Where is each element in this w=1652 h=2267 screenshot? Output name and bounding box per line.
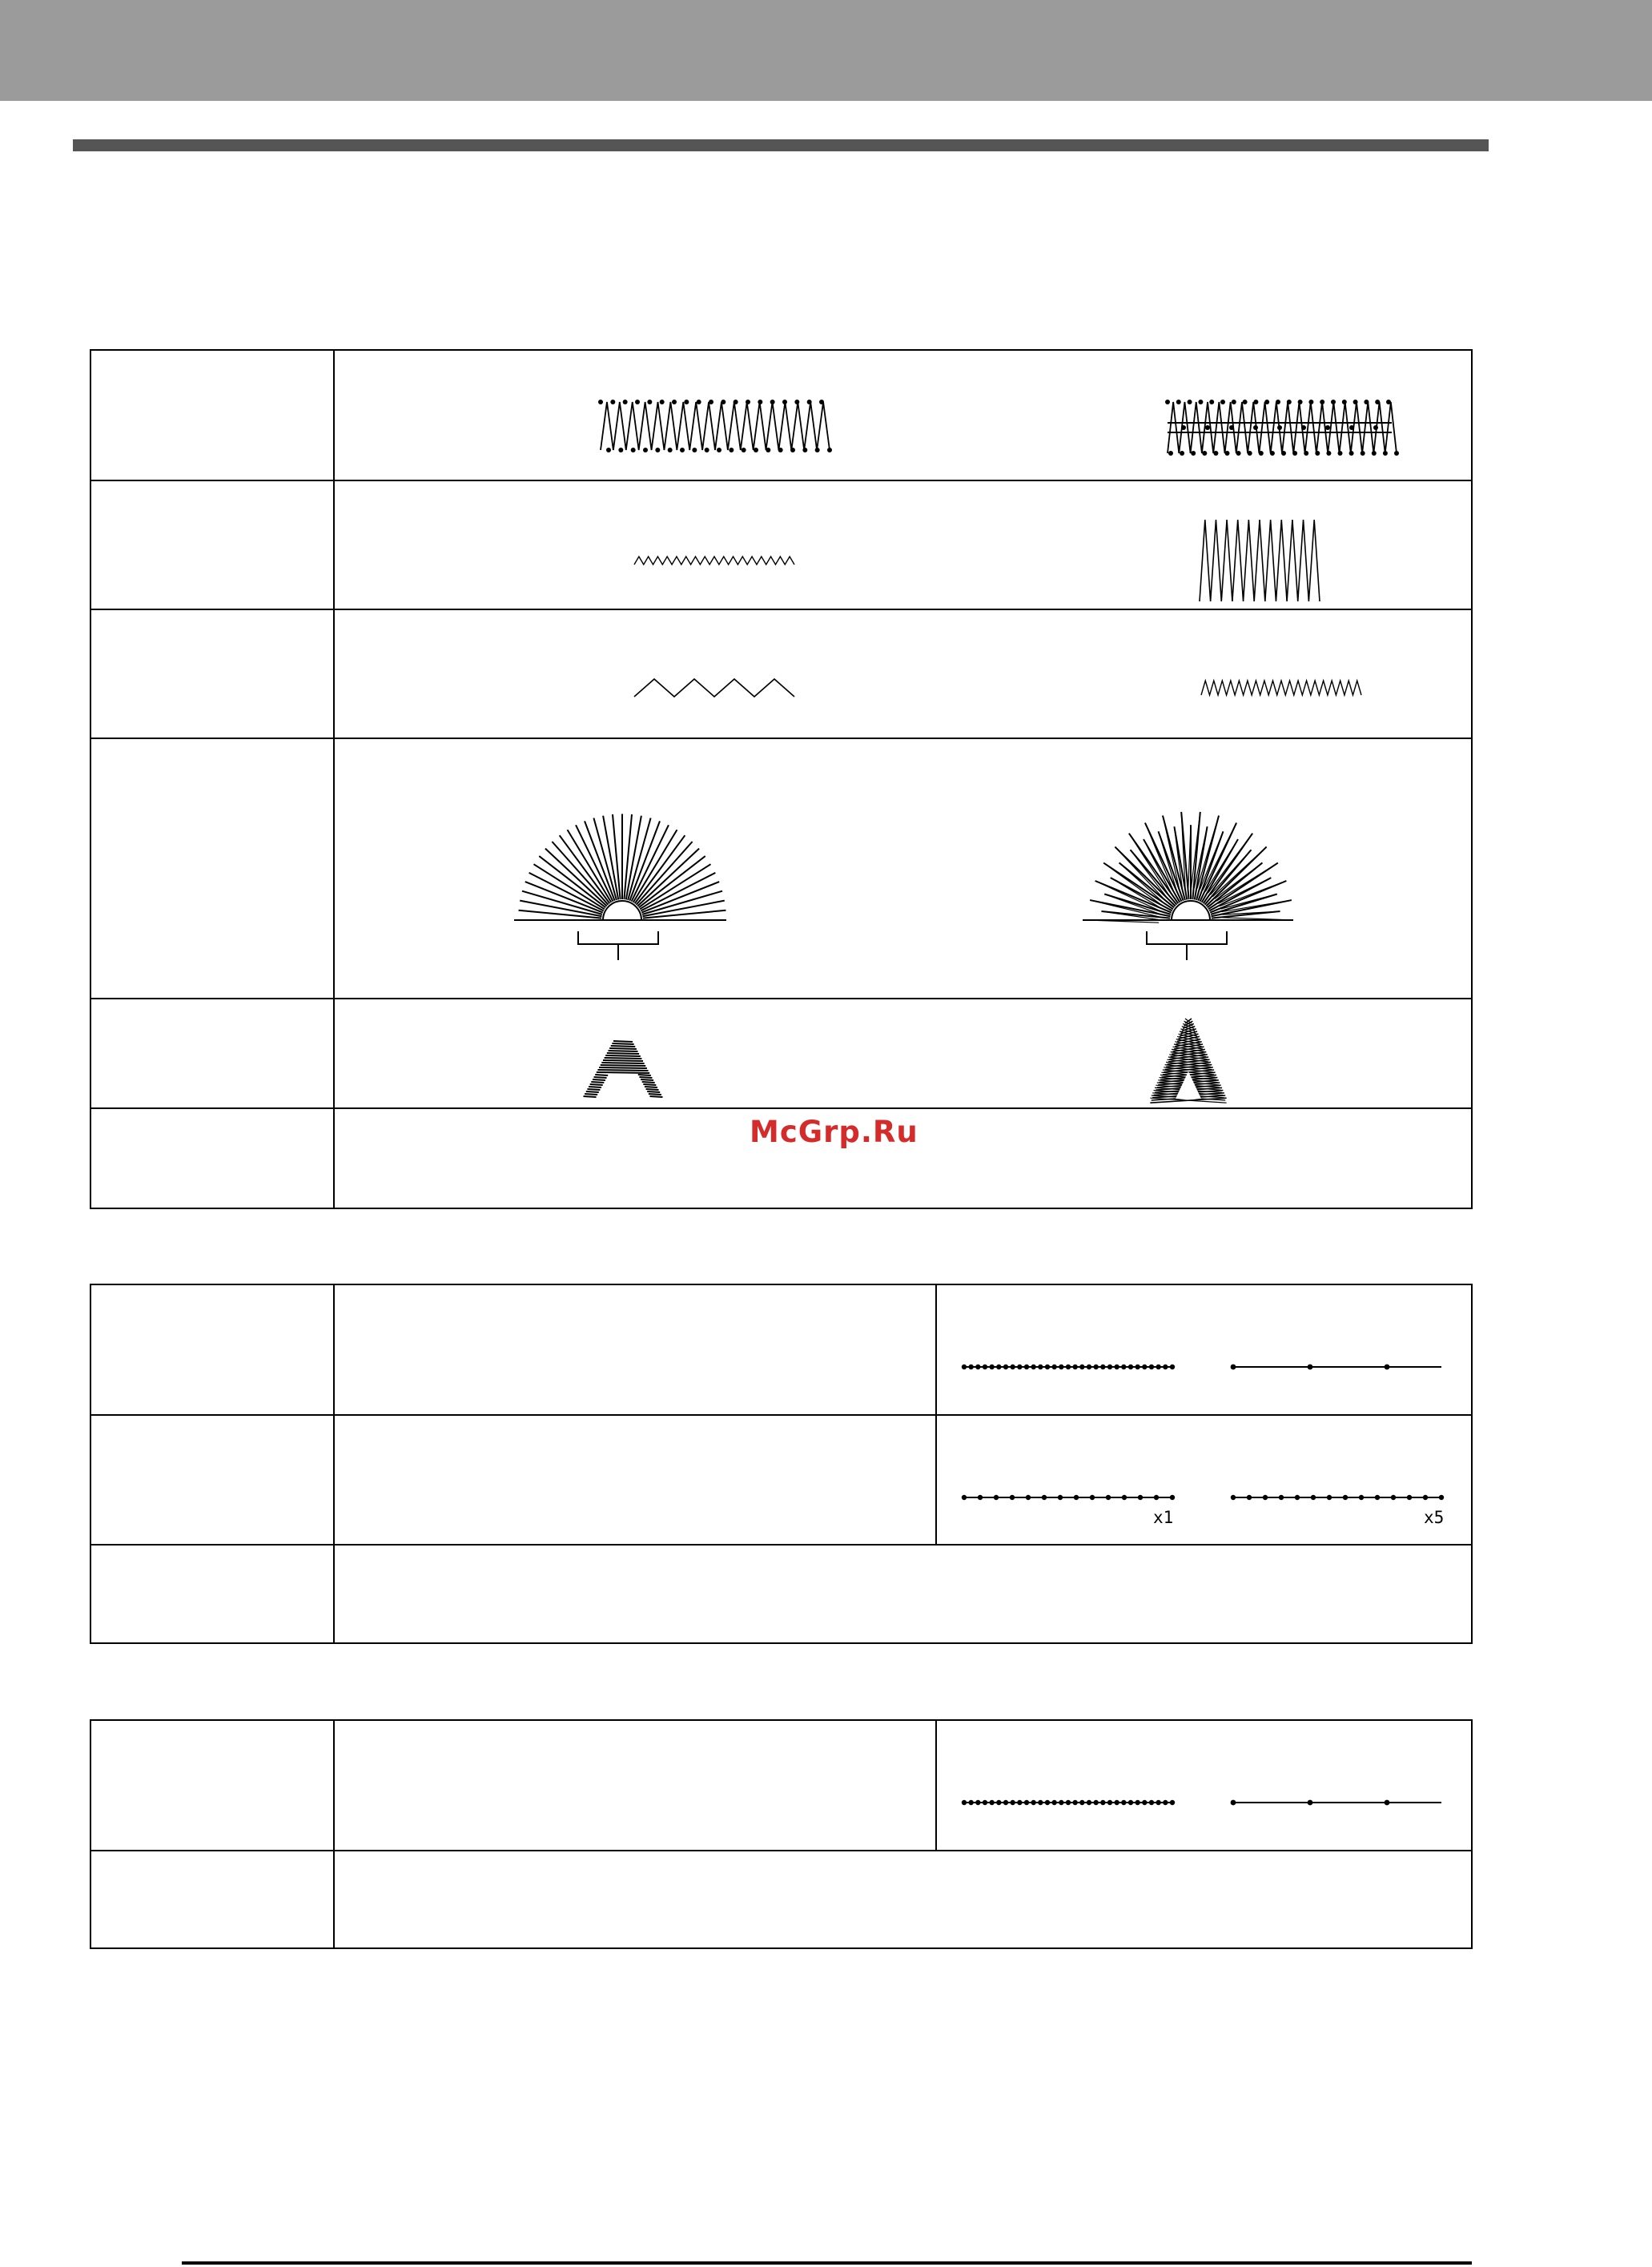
table2-row-1-label (91, 1285, 335, 1414)
needle-point (1231, 1495, 1236, 1500)
needle-point (1135, 1365, 1140, 1369)
table2-row-3-content (335, 1545, 1471, 1642)
radial-stitch-fan-figure (514, 771, 730, 963)
needle-point (1149, 1365, 1154, 1369)
needle-point (962, 1495, 967, 1500)
stitch-point (1243, 400, 1248, 404)
satin-stitch (643, 1084, 656, 1085)
needle-point (1156, 1800, 1160, 1805)
needle-point (1154, 1495, 1159, 1500)
satin-stitch (647, 1091, 660, 1092)
satin-stitch (607, 1053, 639, 1054)
needle-point (1003, 1800, 1008, 1805)
stitch-point (1353, 400, 1358, 404)
table2-row-2-divider (935, 1416, 937, 1544)
stitch-point (794, 400, 799, 404)
stitch-point (1386, 400, 1391, 404)
needle-point (1407, 1495, 1412, 1500)
table3-row-2-content (335, 1851, 1471, 1947)
stitch-point (742, 448, 746, 452)
satin-stitch (642, 1082, 655, 1083)
needle-point (1156, 1365, 1160, 1369)
needle-point (1122, 1495, 1127, 1500)
stitch-point (1198, 400, 1203, 404)
needle-point (1031, 1800, 1035, 1805)
stitch-point (778, 448, 783, 452)
table3-row-1-content (335, 1721, 1471, 1850)
stitch-point (1176, 400, 1181, 404)
stitch-point (729, 448, 734, 452)
stitch-point (668, 448, 673, 452)
needle-point (1066, 1365, 1071, 1369)
needle-point (1308, 1365, 1313, 1370)
needle-point (1010, 1495, 1015, 1500)
table1-row-2 (91, 481, 1471, 610)
stitch-point (782, 400, 787, 404)
satin-stitch (612, 1043, 633, 1044)
stitch-point (1308, 400, 1313, 404)
table1-row-1-content (335, 351, 1471, 480)
needle-point (1010, 1365, 1015, 1369)
stitch-point (1372, 451, 1377, 456)
stitch-point (717, 448, 721, 452)
needle-point (1128, 1365, 1133, 1369)
table1-row-4 (91, 739, 1471, 999)
needle-point (1058, 1495, 1063, 1500)
stitch-point (746, 400, 750, 404)
needle-point (1142, 1365, 1147, 1369)
stitch-point (1326, 451, 1331, 456)
stitch-point (1304, 451, 1308, 456)
needle-point (1308, 1800, 1313, 1806)
needle-point (1375, 1495, 1380, 1500)
stitch-point (1205, 425, 1210, 430)
table1-row-6-label (91, 1109, 335, 1208)
needle-point (1385, 1365, 1390, 1370)
needle-point (1121, 1800, 1126, 1805)
needle-point (1038, 1800, 1043, 1805)
table3-row-2-label (91, 1851, 335, 1947)
stitch-point (1338, 451, 1343, 456)
satin-stitch (649, 1096, 662, 1097)
needle-point (983, 1800, 987, 1805)
needle-point (1311, 1495, 1316, 1500)
stitch-point (618, 448, 623, 452)
stitch-point (802, 448, 807, 452)
stitch-point (758, 400, 762, 404)
needle-point (1114, 1800, 1119, 1805)
needle-point (1031, 1365, 1035, 1369)
needle-point (1024, 1800, 1029, 1805)
needle-point (1042, 1495, 1047, 1500)
stitch-point (680, 448, 685, 452)
table1-row-4-content (335, 739, 1471, 998)
needle-point (1074, 1495, 1079, 1500)
stitch-point (807, 400, 812, 404)
letter-a-satin-horizontal-figure (578, 1038, 666, 1102)
running-stitch-repeated-figure (1232, 1488, 1464, 1528)
stitch-point (1361, 451, 1365, 456)
stitch-point (1325, 425, 1330, 430)
stitch-point (1181, 425, 1186, 430)
needle-point (1079, 1365, 1084, 1369)
needle-point (1295, 1495, 1300, 1500)
needle-point (1135, 1800, 1140, 1805)
stitch-point (1375, 400, 1380, 404)
watermark: McGrp.Ru (750, 1115, 918, 1149)
stitch-table-3 (90, 1719, 1473, 1949)
needle-point (1038, 1365, 1043, 1369)
stitch-point (684, 400, 689, 404)
dense-zigzag-figure (1198, 677, 1366, 698)
zigzag-line (1201, 681, 1361, 695)
stitch-point (660, 400, 665, 404)
satin-stitch (586, 1091, 599, 1092)
needle-point (1231, 1800, 1236, 1806)
stitch-point (1264, 400, 1269, 404)
running-stitch-single-figure (963, 1488, 1195, 1528)
stitch-point (1320, 400, 1324, 404)
stitch-point (631, 448, 636, 452)
header-band (0, 0, 1652, 101)
stitch-point (734, 400, 738, 404)
stitch-point (1236, 451, 1241, 456)
needle-point (1093, 1365, 1098, 1369)
needle-point (1090, 1495, 1095, 1500)
table3-row-2 (91, 1851, 1471, 1947)
needle-point (1121, 1365, 1126, 1369)
table1-row-2-label (91, 481, 335, 609)
table1-row-5-label (91, 999, 335, 1107)
needle-point (1079, 1800, 1084, 1805)
needle-point (1142, 1800, 1147, 1805)
stitch-point (1270, 451, 1275, 456)
satin-stitch (584, 1096, 597, 1097)
table1-row-5-content (335, 999, 1471, 1107)
table2-row-1-content (335, 1285, 1471, 1414)
table1-row-3-label (91, 610, 335, 738)
zigzag-line (1200, 520, 1320, 601)
needle-point (1107, 1365, 1112, 1369)
needle-point (1017, 1800, 1022, 1805)
needle-point (1279, 1495, 1284, 1500)
stitch-point (647, 400, 652, 404)
needle-point (1149, 1800, 1154, 1805)
needle-point (1385, 1800, 1390, 1806)
table3-row-1-divider (935, 1721, 937, 1850)
stitch-point (1220, 400, 1225, 404)
needle-point (1247, 1495, 1252, 1500)
stitch-point (635, 400, 640, 404)
satin-stitch (591, 1082, 604, 1083)
table2-row-1-divider (935, 1285, 937, 1414)
zigzag-line (634, 557, 794, 565)
needle-point (968, 1800, 973, 1805)
table1-row-4-label (91, 739, 335, 998)
stitch-point (766, 448, 770, 452)
needle-point (968, 1365, 973, 1369)
table2-row-2-label (91, 1416, 335, 1544)
needle-point (1391, 1495, 1396, 1500)
needle-point (1327, 1495, 1332, 1500)
needle-point (1170, 1495, 1175, 1500)
stitch-point (623, 400, 628, 404)
stitch-point (1383, 451, 1388, 456)
stitch-point (1373, 425, 1378, 430)
stitch-point (1292, 451, 1297, 456)
stitch-point (1188, 400, 1192, 404)
stitch-point (705, 448, 709, 452)
stitch-point (606, 448, 611, 452)
satin-stitch (590, 1084, 603, 1085)
stitch-point (819, 400, 824, 404)
needle-point (1051, 1365, 1056, 1369)
needle-point (1010, 1800, 1015, 1805)
stitch-point (1168, 451, 1173, 456)
needle-point (1087, 1365, 1091, 1369)
needle-point (996, 1365, 1001, 1369)
needle-point (989, 1365, 994, 1369)
needle-point (1231, 1365, 1236, 1370)
stitch-point (1253, 400, 1258, 404)
stitch-point (1277, 425, 1282, 430)
needle-point (1100, 1800, 1105, 1805)
needle-point (1066, 1800, 1071, 1805)
stitch-point (721, 400, 726, 404)
center-arc (603, 901, 641, 920)
satin-stitch (613, 1041, 633, 1042)
stitch-point (1281, 451, 1286, 456)
needle-point (1100, 1365, 1105, 1369)
stitch-point (1165, 400, 1170, 404)
dense-running-stitch-figure (963, 1359, 1187, 1375)
stitch-point (610, 400, 615, 404)
stitch-point (1276, 400, 1280, 404)
needle-point (1107, 1800, 1112, 1805)
stitch-point (598, 400, 603, 404)
needle-point (1343, 1495, 1348, 1500)
stitch-point (1298, 400, 1303, 404)
stitch-point (672, 400, 677, 404)
needle-point (1106, 1495, 1111, 1500)
stitch-point (770, 400, 775, 404)
table1-row-1-label (91, 351, 335, 480)
stitch-point (1202, 451, 1207, 456)
needle-point (975, 1800, 980, 1805)
needle-point (1163, 1365, 1168, 1369)
needle-point (1163, 1800, 1168, 1805)
table2-row-2 (91, 1416, 1471, 1545)
stitch-settings-table (90, 349, 1473, 1209)
satin-stitch (649, 1094, 661, 1095)
stitch-point (1301, 425, 1306, 430)
sparse-zigzag-figure (631, 676, 799, 700)
sparse-running-stitch-figure (1232, 1359, 1456, 1375)
needle-point (996, 1800, 1001, 1805)
satin-stitch (587, 1089, 600, 1090)
narrow-zigzag-figure (631, 553, 799, 569)
needle-point (1359, 1495, 1364, 1500)
header-rule (73, 139, 1489, 151)
stitch-point (709, 400, 713, 404)
satin-stitch (639, 1077, 652, 1078)
radial-stitch-fan-jagged-figure (1083, 771, 1299, 963)
multiplier-x1: x1 (1153, 1508, 1174, 1527)
zigzag-line (634, 679, 794, 697)
stitch-point (790, 448, 795, 452)
bracket (1147, 931, 1227, 944)
table1-row-3-content (335, 610, 1471, 738)
needle-point (1263, 1495, 1268, 1500)
footer-rule (182, 2261, 1472, 2265)
table2-row-3 (91, 1545, 1471, 1642)
satin-stitch (597, 1072, 649, 1073)
needle-point (1045, 1800, 1050, 1805)
satin-stitch (601, 1065, 646, 1066)
needle-point (1170, 1365, 1175, 1369)
satin-stitch (605, 1055, 641, 1056)
zigzag-with-stitch-points-figure (591, 392, 831, 456)
needle-point (978, 1495, 983, 1500)
dense-running-stitch-figure (963, 1795, 1187, 1811)
zigzag-line (601, 402, 830, 450)
stitch-point (1232, 400, 1236, 404)
stitch-point (1349, 451, 1354, 456)
stitch-point (1253, 425, 1258, 430)
sparse-running-stitch-figure (1232, 1795, 1456, 1811)
needle-point (1170, 1800, 1175, 1805)
stitch-point (1209, 400, 1214, 404)
needle-point (1087, 1800, 1091, 1805)
needle-point (1003, 1365, 1008, 1369)
radial-stitch (1095, 881, 1160, 911)
needle-point (1024, 1365, 1029, 1369)
satin-stitch (593, 1079, 605, 1080)
stitch-point (754, 448, 758, 452)
needle-point (1423, 1495, 1428, 1500)
needle-point (994, 1495, 999, 1500)
needle-point (975, 1365, 980, 1369)
needle-point (1439, 1495, 1444, 1500)
stitch-point (1225, 451, 1230, 456)
satin-stitch (611, 1046, 636, 1047)
stitch-point (815, 448, 820, 452)
table1-row-1 (91, 351, 1471, 481)
stitch-point (1331, 400, 1336, 404)
zigzag-with-center-stitches-figure (1160, 392, 1400, 456)
stitch-point (1315, 451, 1320, 456)
needle-point (1045, 1365, 1050, 1369)
stitch-point (1259, 451, 1264, 456)
satin-stitch (603, 1060, 643, 1061)
needle-point (983, 1365, 987, 1369)
satin-stitch (605, 1058, 642, 1059)
needle-point (1059, 1800, 1063, 1805)
satin-stitch (594, 1077, 607, 1078)
table3-row-1-label (91, 1721, 335, 1850)
needle-point (1017, 1365, 1022, 1369)
table2-row-3-label (91, 1545, 335, 1642)
table3-row-1 (91, 1721, 1471, 1851)
stitch-point (1229, 425, 1234, 430)
stitch-point (692, 448, 697, 452)
needle-point (1114, 1365, 1119, 1369)
stitch-point (1248, 451, 1252, 456)
satin-stitch (641, 1079, 653, 1080)
running-stitch-table (90, 1284, 1473, 1644)
table1-row-5 (91, 999, 1471, 1109)
satin-stitch (599, 1067, 647, 1068)
stitch-point (697, 400, 701, 404)
needle-point (1072, 1800, 1077, 1805)
satin-stitch (609, 1048, 637, 1049)
stitch-point (827, 448, 832, 452)
stitch-point (643, 448, 648, 452)
multiplier-x5: x5 (1424, 1508, 1445, 1527)
needle-point (1059, 1365, 1063, 1369)
letter-a-satin-slanted-figure (1147, 1015, 1235, 1103)
satin-stitch (646, 1089, 659, 1090)
needle-point (1128, 1800, 1133, 1805)
stitch-point (1349, 425, 1354, 430)
stitch-point (1180, 451, 1184, 456)
needle-point (1072, 1365, 1077, 1369)
stitch-point (1191, 451, 1196, 456)
needle-point (1051, 1800, 1056, 1805)
needle-point (1138, 1495, 1143, 1500)
center-arc (1172, 901, 1210, 920)
needle-point (989, 1800, 994, 1805)
wide-zigzag-figure (1196, 517, 1324, 605)
bracket (578, 931, 658, 944)
stitch-point (655, 448, 660, 452)
stitch-point (1287, 400, 1292, 404)
needle-point (962, 1365, 967, 1369)
stitch-point (1394, 451, 1399, 456)
needle-point (1093, 1800, 1098, 1805)
table1-row-3 (91, 610, 1471, 739)
table1-row-2-content (335, 481, 1471, 609)
needle-point (962, 1800, 967, 1805)
satin-stitch (585, 1094, 597, 1095)
table2-row-1 (91, 1285, 1471, 1416)
satin-stitch (597, 1070, 648, 1071)
needle-point (1026, 1495, 1031, 1500)
stitch-point (1342, 400, 1347, 404)
stitch-point (1364, 400, 1369, 404)
stitch-point (1213, 451, 1218, 456)
